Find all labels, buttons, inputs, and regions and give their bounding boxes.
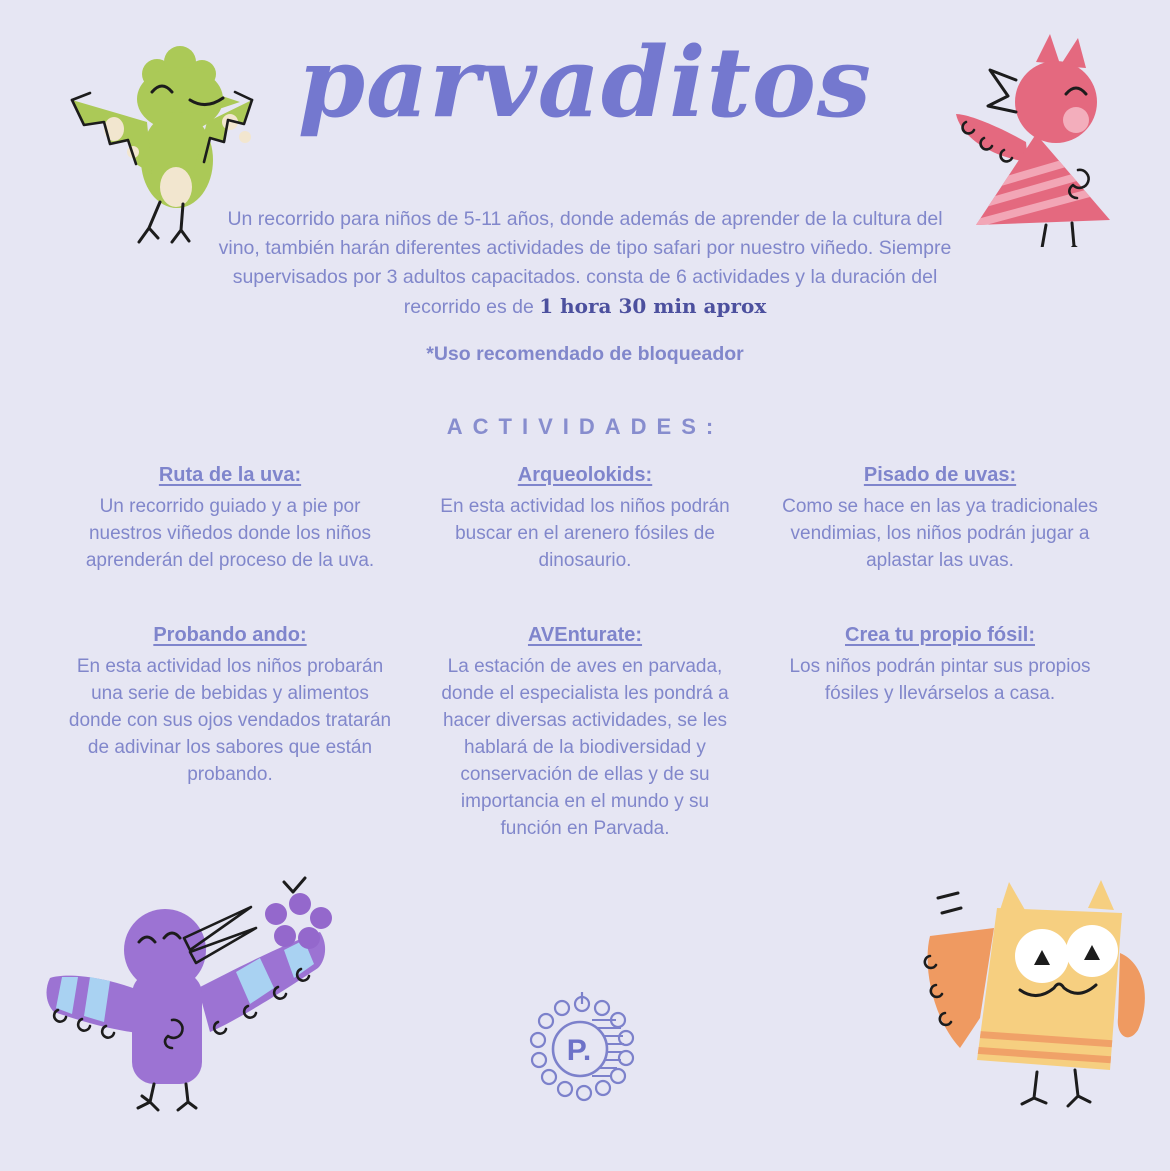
- activity-arqueolokids: [420, 464, 750, 574]
- activity-title: Pisado de uvas:: [863, 464, 1017, 486]
- activity-title: AVEnturate:: [527, 624, 643, 646]
- activity-pisado-de-uvas: [765, 464, 1115, 574]
- activity-probando-ando: [55, 624, 405, 842]
- activity-description: La estación de aves en parvada, donde el especialista les pondrá a hacer diversas actividades, se les hablará de la biodiversidad y conservación de ellas y de su importancia en el mundo y su función en Parvada.: [441, 656, 729, 839]
- motion-dash-2: [942, 908, 961, 913]
- pink-bird-icon: [938, 22, 1138, 247]
- activity-description: Los niños podrán pintar sus propios fósiles y llevárselos a casa.: [789, 656, 1091, 704]
- activity-description: En esta actividad los niños probarán una serie de bebidas y alimentos donde con sus ojos vendados tratarán de adivinar los sabores que están probando.: [68, 656, 392, 785]
- activities-grid: [55, 464, 1115, 842]
- parvada-stamp-icon: [522, 986, 646, 1114]
- pink-bird-illustration: [938, 22, 1138, 247]
- purple-bird-grapes-icon: [38, 870, 338, 1115]
- activity-aventurate: [420, 624, 750, 842]
- intro-text: Un recorrido para niños de 5-11 años, donde además de aprender de la cultura del vino, también harán diferentes actividades de tipo safari por nuestro viñedo. Siempre supervisados por 3 adultos capacitados. consta de 6 actividades y la duración del recorrido es de: [218, 208, 952, 318]
- open-beak: [988, 70, 1016, 112]
- page-title: parvaditos: [298, 26, 872, 139]
- activity-title: Ruta de la uva:: [158, 464, 302, 486]
- intro-paragraph: [215, 205, 955, 322]
- check-mark: [284, 878, 305, 892]
- duration-highlight: 1 hora 30 min aprox: [539, 294, 767, 318]
- motion-dash-1: [938, 893, 958, 898]
- activities-heading: ACTIVIDADES:: [446, 414, 724, 439]
- activity-description: En esta actividad los niños podrán buscar en el arenero fósiles de dinosaurio.: [440, 496, 730, 571]
- sunscreen-note: *Uso recomendado de bloqueador: [426, 343, 744, 365]
- activity-title: Arqueolokids:: [517, 464, 653, 486]
- activity-description: Un recorrido guiado y a pie por nuestros viñedos donde los niños aprenderán del proceso de la uva.: [85, 496, 375, 571]
- activity-crea-tu-propio-fosil: [765, 624, 1115, 842]
- logo-monogram: P.: [566, 1034, 592, 1067]
- parvada-logo: [522, 986, 646, 1114]
- orange-owl-illustration: [882, 868, 1150, 1123]
- activity-description: Como se hace en las ya tradicionales vendimias, los niños podrán jugar a aplastar las uvas.: [782, 496, 1098, 571]
- activity-ruta-de-la-uva: [55, 464, 405, 574]
- purple-bird-illustration: [38, 870, 338, 1115]
- activity-title: Crea tu propio fósil:: [845, 624, 1035, 646]
- orange-owl-icon: [882, 868, 1150, 1123]
- activity-title: Probando ando:: [153, 624, 307, 646]
